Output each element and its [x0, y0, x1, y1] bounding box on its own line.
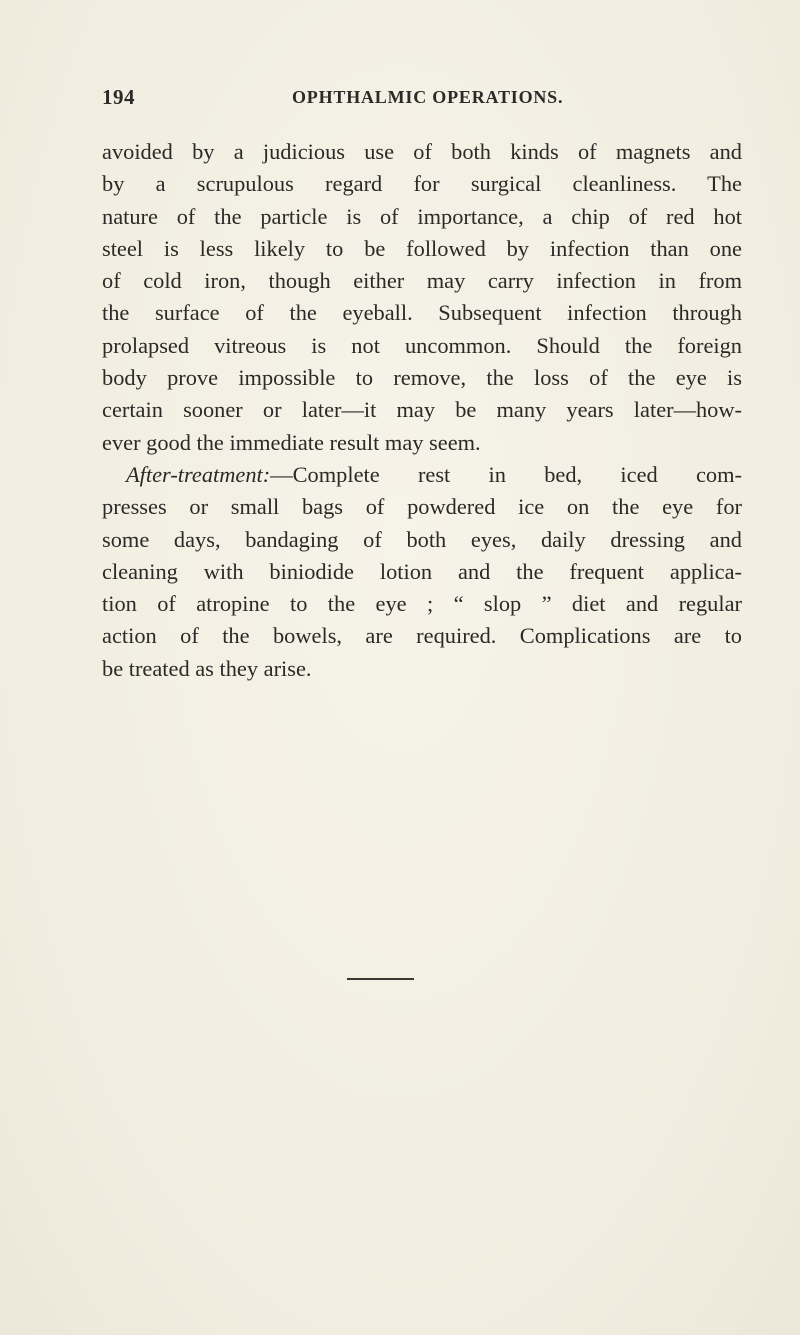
- text-line: prolapsed vitreous is not uncommon. Should the foreign: [102, 332, 742, 358]
- text-line: cleaning with biniodide lotion and the frequent applica-: [102, 558, 742, 584]
- text-line: tion of atropine to the eye ; “ slop ” diet and regular: [102, 591, 742, 617]
- after-treatment-heading: After-treatment:: [126, 461, 271, 487]
- text-line: avoided by a judicious use of both kinds of magnets and: [102, 139, 742, 164]
- text-line: some days, bandaging of both eyes, daily dressing and: [102, 526, 742, 552]
- text-line: of cold iron, though either may carry infection in from: [102, 268, 742, 294]
- text-line: the surface of the eyeball. Subsequent infection through: [102, 300, 742, 326]
- text-line: action of the bowels, are required. Complications are to: [102, 623, 742, 649]
- page-number: 194: [102, 85, 135, 109]
- body-text: [102, 136, 742, 685]
- text-line: steel is less likely to be followed by infection than one: [102, 235, 742, 261]
- text-line: presses or small bags of powdered ice on the eye for: [102, 494, 742, 520]
- after-treatment-first-line: [102, 459, 742, 491]
- text-line: certain sooner or later—it may be many years later—how-: [102, 397, 742, 423]
- text-line: be treated as they arise.: [102, 655, 312, 681]
- section-end-rule: [347, 978, 414, 980]
- text-line: ever good the immediate result may seem.: [102, 429, 481, 455]
- text-line: by a scrupulous regard for surgical cleanliness. The: [102, 171, 742, 197]
- running-head: [102, 85, 744, 115]
- text-line: body prove impossible to remove, the loss of the eye is: [102, 365, 742, 391]
- after-treatment-first-line-text: —Complete rest in bed, iced com-: [270, 461, 742, 487]
- text-line: nature of the particle is of importance, a chip of red hot: [102, 203, 742, 229]
- running-title: OPHTHALMIC OPERATIONS.: [292, 87, 564, 107]
